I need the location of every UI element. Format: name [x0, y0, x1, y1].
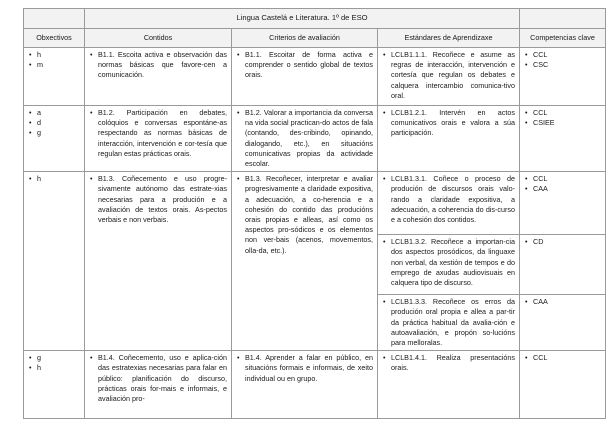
standard-list: [382, 50, 515, 101]
criteria-text: • B1.2. Valorar a importancia da conversa na vida social practican-do actos de fala (contando, des-cribindo, opinando, dialogando, etc.), en situacións comunicativas propias da actividade escolar.: [236, 108, 373, 169]
competency-item: • CSIEE: [524, 118, 601, 128]
content-text: • B1.4. Coñecemento, uso e aplica-ción das estratexias necesarias para falar en público: planificación do discurso, prácticas orais for-mais e informais, e avaliación pro-: [89, 353, 227, 404]
criteria-list: [236, 353, 373, 384]
header-competencies: Competencias clave: [520, 29, 606, 48]
header-objectives: Obxectivos: [24, 29, 85, 48]
standard-list: [382, 174, 515, 225]
objective-item: • g: [28, 128, 80, 138]
objective-item: • h: [28, 174, 80, 184]
objective-item: • a: [28, 108, 80, 118]
content-list: [89, 108, 227, 159]
content-text: • B1.3. Coñecemento e uso progre-sivamente autónomo das estrate-xias necesarias para a produción e a avaliación de textos orais. As-pectos verbais e non verbais.: [89, 174, 227, 225]
content-cell: [85, 48, 232, 106]
standard-text: • LCLB1.1.1. Recoñece e asume as regras de interacción, intervención e cortesía que regulan os debates e calquera intercambio comunica-tivo oral.: [382, 50, 515, 101]
competency-item: • CAA: [524, 297, 601, 307]
competency-item-list: [524, 297, 601, 307]
objectives-cell: [24, 106, 85, 172]
content-list: [89, 50, 227, 81]
objective-item: • g: [28, 353, 80, 363]
standard-text: • LCLB1.3.3. Recoñece os erros da produción oral propia e allea a par-tir da práctica habitual da avalia-ción e autoavaliación, e propón so-lucións para melloralas.: [382, 297, 515, 348]
objective-item-list: [28, 353, 80, 373]
criteria-cell: [232, 48, 378, 106]
blank-header-cell: [24, 9, 85, 29]
competency-item-list: [524, 237, 601, 247]
criteria-list: [236, 50, 373, 81]
criteria-text: • B1.3. Recoñecer, interpretar e avaliar progresivamente a claridade expositiva, a adecuación, a co-herencia e a cohesión do contido das producións orais propias e alleas, así como os aspectos pro-sódicos e os elementos non ver-bais (acenos, movementos, olla-da, etc.).: [236, 174, 373, 256]
header-contents: Contidos: [85, 29, 232, 48]
objective-item: • m: [28, 60, 80, 70]
table-row: [24, 106, 606, 172]
standard-cell: [378, 106, 520, 172]
competency-item: • CAA: [524, 184, 601, 194]
standard-text: • LCLB1.3.1. Coñece o proceso de produción de discursos orais valo-rando a claridade expositiva, a adecuación, a coherencia do dis-curso e a cohesión dos contidos.: [382, 174, 515, 225]
objective-item: • d: [28, 118, 80, 128]
objectives-cell: [24, 172, 85, 351]
objective-item: • h: [28, 50, 80, 60]
standard-text: • LCLB1.3.2. Recoñece a importan-cia dos aspectos prosódicos, da linguaxe non verbal, da xestión de tempos e do emprego de axudas audiovisuais en calquera tipo de discurso.: [382, 237, 515, 288]
competency-item: • CCL: [524, 108, 601, 118]
competencies-cell: [520, 48, 606, 106]
standard-list: [382, 237, 515, 288]
table-row: [24, 351, 606, 419]
criteria-cell: [232, 351, 378, 419]
competencies-cell: [520, 172, 606, 235]
competencies-cell: [520, 295, 606, 351]
competencies-cell: [520, 235, 606, 295]
blank-header-cell: [520, 9, 606, 29]
curriculum-table: [23, 8, 606, 419]
competency-item-list: [524, 50, 601, 70]
criteria-list: [236, 174, 373, 256]
content-cell: [85, 172, 232, 351]
standard-text: • LCLB1.2.1. Intervén en actos comunicativos orais e valora a súa participación.: [382, 108, 515, 139]
column-header-row: [24, 29, 606, 48]
standard-cell: [378, 351, 520, 419]
objective-item-list: [28, 174, 80, 184]
standard-text: • LCLB1.4.1. Realiza presentacións orais.: [382, 353, 515, 373]
content-text: • B1.2. Participación en debates, colóquios e conversas espontáne-as respectando as normas básicas de interacción, intervención e cor-tesía que regulan estas prácticas orais.: [89, 108, 227, 159]
objectives-cell: [24, 48, 85, 106]
objective-item: • h: [28, 363, 80, 373]
standard-list: [382, 108, 515, 139]
criteria-text: • B1.4. Aprender a falar en público, en situacións formais e informais, de xeito individual ou en grupo.: [236, 353, 373, 384]
table-title: Lingua Castelá e Literatura. 1º de ESO: [85, 9, 520, 29]
standard-list: [382, 353, 515, 373]
competency-item-list: [524, 108, 601, 128]
objective-item-list: [28, 108, 80, 139]
standard-list: [382, 297, 515, 348]
standard-cell: [378, 172, 520, 235]
competency-item: • CCL: [524, 50, 601, 60]
content-text: • B1.1. Escoita activa e observación das normas básicas que favore-cen a comunicación.: [89, 50, 227, 81]
competencies-cell: [520, 351, 606, 419]
content-cell: [85, 106, 232, 172]
objectives-cell: [24, 351, 85, 419]
criteria-cell: [232, 172, 378, 351]
content-cell: [85, 351, 232, 419]
competencies-cell: [520, 106, 606, 172]
competency-item-list: [524, 174, 601, 194]
header-standards: Estándares de Aprendizaxe: [378, 29, 520, 48]
title-row: [24, 9, 606, 29]
table-body: [24, 48, 606, 419]
competency-item: • CCL: [524, 353, 601, 363]
table-row: [24, 172, 606, 235]
objective-item-list: [28, 50, 80, 70]
competency-item-list: [524, 353, 601, 363]
criteria-list: [236, 108, 373, 169]
table-row: [24, 48, 606, 106]
competency-item: • CD: [524, 237, 601, 247]
competency-item: • CSC: [524, 60, 601, 70]
content-list: [89, 174, 227, 225]
standard-cell: [378, 235, 520, 295]
header-criteria: Criterios de avaliación: [232, 29, 378, 48]
content-list: [89, 353, 227, 404]
competency-item: • CCL: [524, 174, 601, 184]
standard-cell: [378, 295, 520, 351]
criteria-cell: [232, 106, 378, 172]
criteria-text: • B1.1. Escoitar de forma activa e comprender o sentido global de textos orais.: [236, 50, 373, 81]
standard-cell: [378, 48, 520, 106]
